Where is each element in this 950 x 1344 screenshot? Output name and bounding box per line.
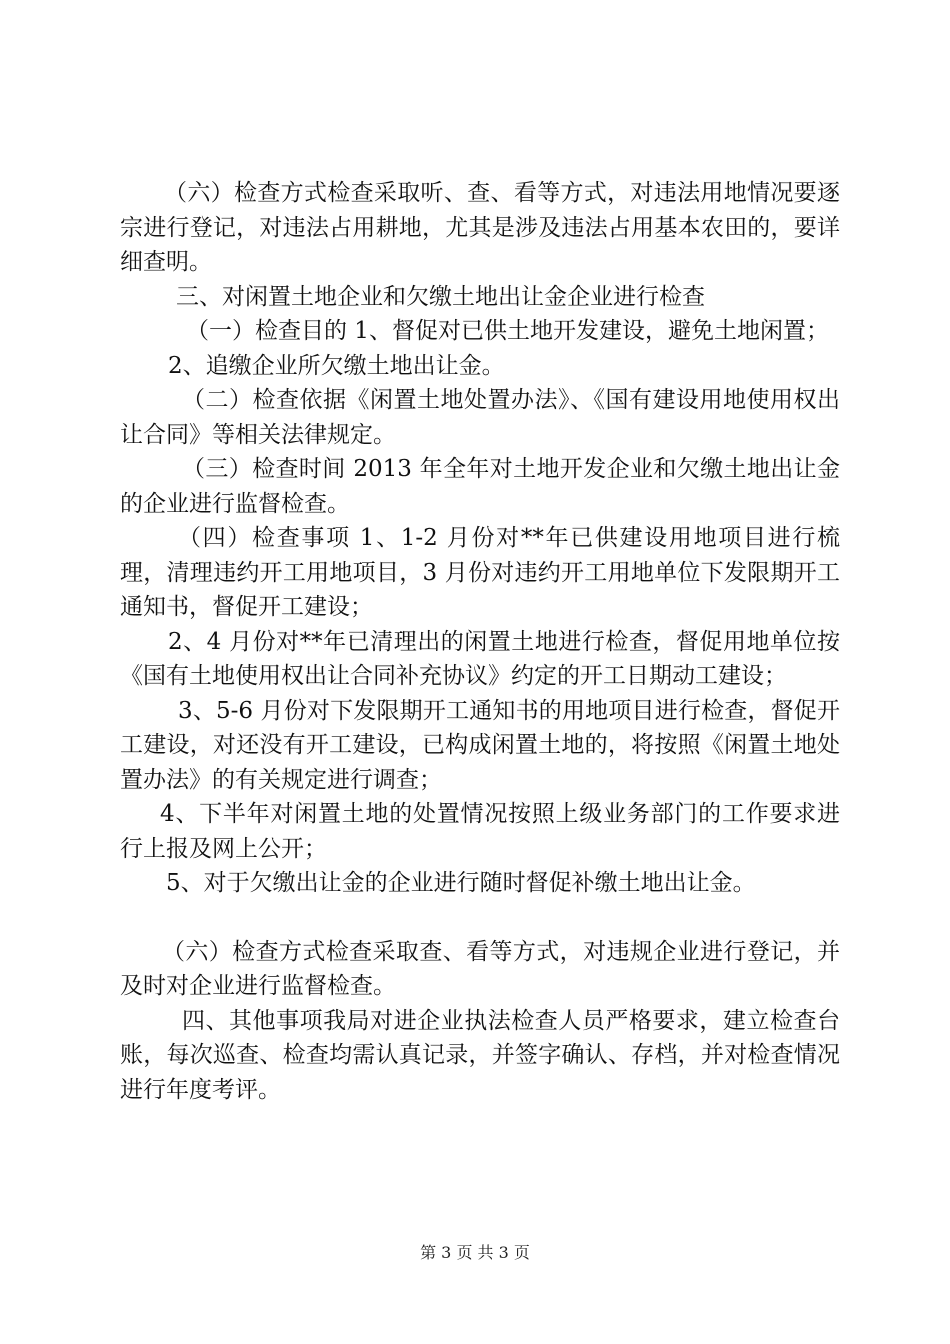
paragraph-spacer: [120, 901, 840, 935]
paragraph-april-inspection: 2、4 月份对**年已清理出的闲置土地进行检查，督促用地单位按《国有土地使用权出让合同补充协议》约定的开工日期动工建设；: [120, 628, 840, 689]
section-heading-other-matters: 四、其他事项我局对进企业执法检查人员严格要求，建立检查台账，每次巡查、检查均需认真记录，并签字确认、存档，并对检查情况进行年度考评。: [120, 1007, 840, 1103]
paragraph-inspection-method-illegal-land: （六）检查方式检查采取听、查、看等方式，对违法用地情况要逐宗进行登记，对违法占用耕地，尤其是涉及违法占用基本农田的，要详细查明。: [120, 180, 840, 275]
paragraph-fee-collection: 5、对于欠缴出让金的企业进行随时督促补缴土地出让金。: [166, 870, 756, 896]
paragraph-inspection-purpose: （一）检查目的 1、督促对已供土地开发建设，避免土地闲置；: [186, 318, 829, 344]
paragraph-may-june-inspection: 3、5-6 月份对下发限期开工通知书的用地项目进行检查，督促开工建设，对还没有开工建设，已构成闲置土地的，将按照《闲置土地处置办法》的有关规定进行调查；: [120, 697, 840, 793]
section-heading-idle-land-inspection: 三、对闲置土地企业和欠缴土地出让金企业进行检查: [176, 283, 705, 310]
page-footer: 第 3 页 共 3 页: [420, 1243, 530, 1262]
paragraph-inspection-basis: （二）检查依据《闲置土地处置办法》、《国有建设用地使用权出让合同》等相关法律规定。: [120, 387, 840, 448]
paragraph-second-half-reporting: 4、下半年对闲置土地的处置情况按照上级业务部门的工作要求进行上报及网上公开；: [120, 801, 840, 862]
paragraph-inspection-method-enterprises: （六）检查方式检查采取查、看等方式，对违规企业进行登记，并及时对企业进行监督检查。: [120, 938, 840, 999]
paragraph-inspection-time: （三）检查时间 2013 年全年对土地开发企业和欠缴土地出让金的企业进行监督检查。: [120, 456, 840, 517]
document-body: [120, 176, 840, 1107]
paragraph-recover-land-fees: 2、追缴企业所欠缴土地出让金。: [168, 352, 505, 379]
paragraph-inspection-items: （四）检查事项 1、1-2 月份对**年已供建设用地项目进行梳理，清理违约开工用地项目，3 月份对违约开工用地单位下发限期开工通知书，督促开工建设；: [120, 525, 840, 620]
